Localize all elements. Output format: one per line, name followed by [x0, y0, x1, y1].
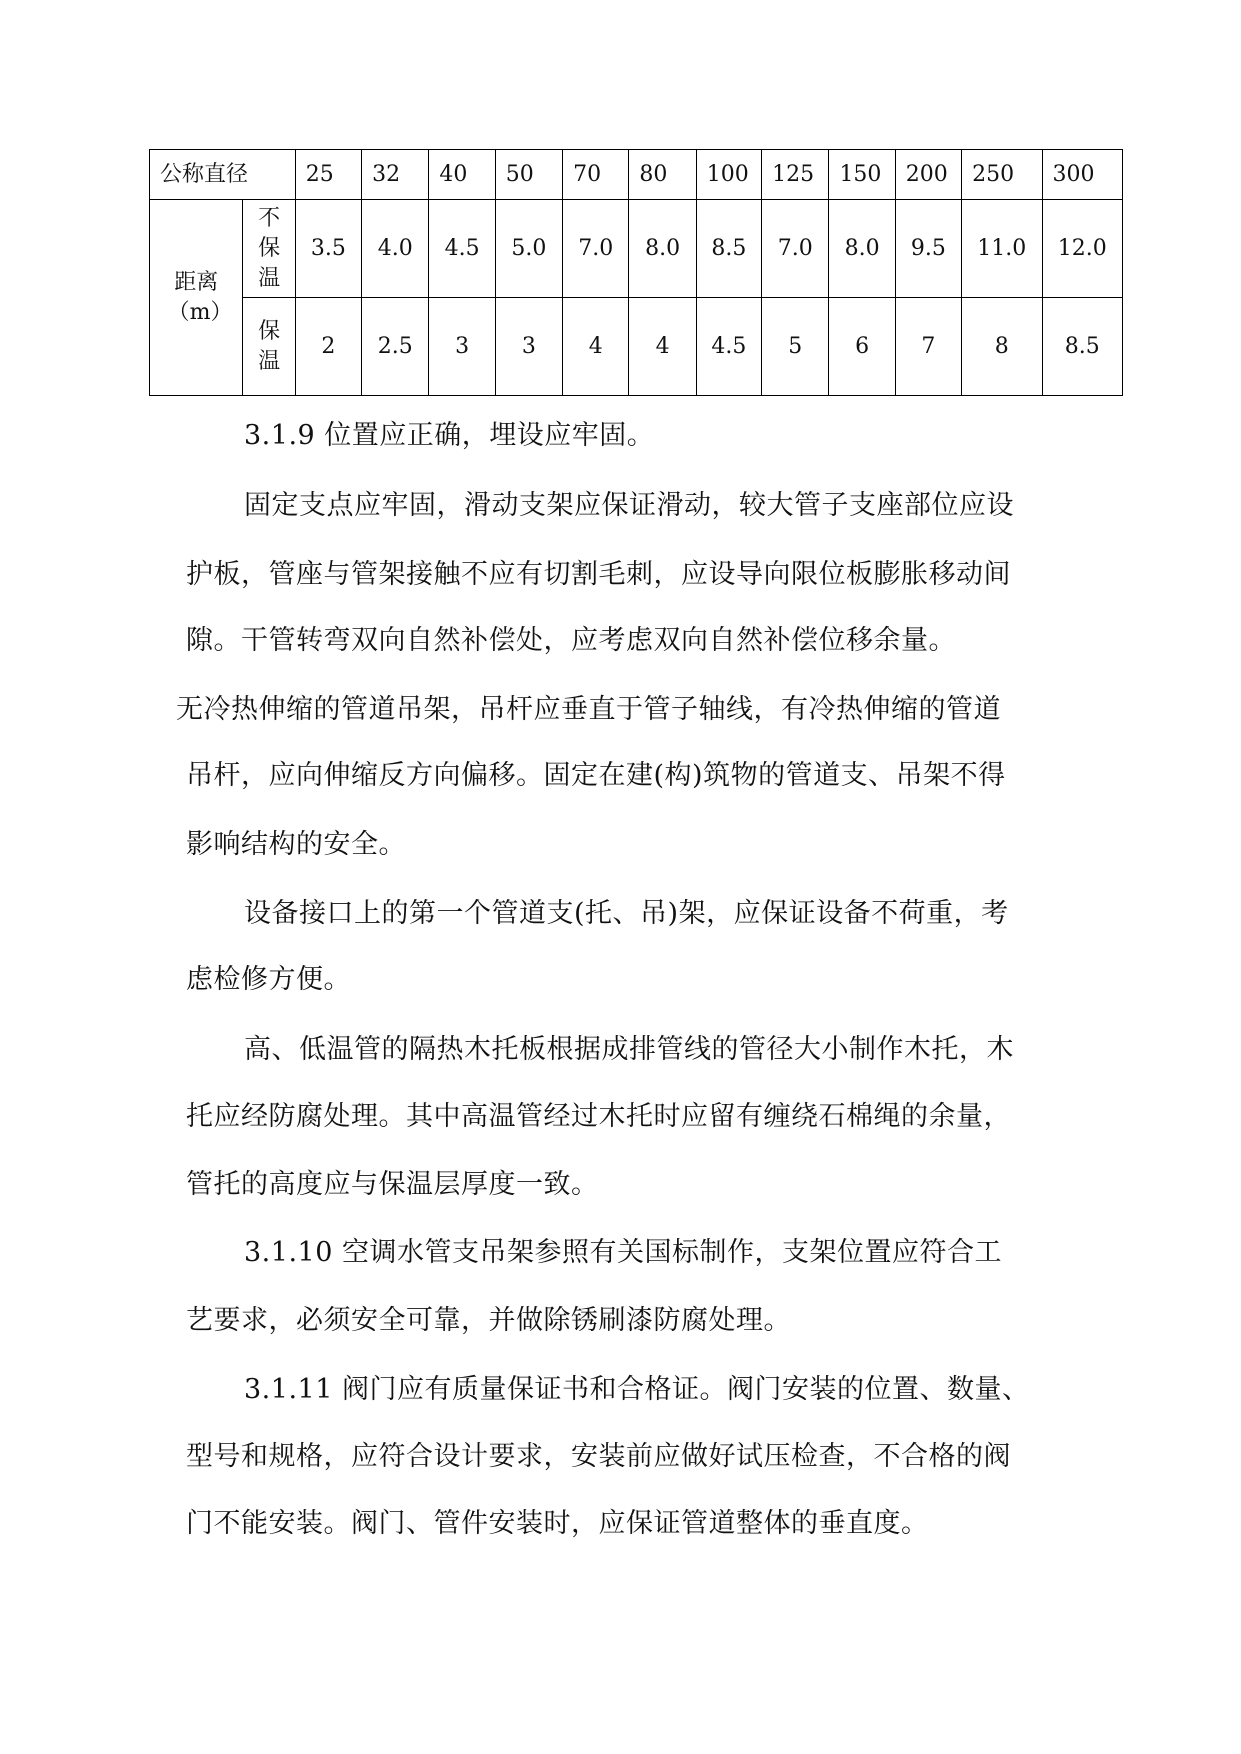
value-cell: 3.5: [295, 200, 361, 298]
body-line: 3.1.10 空调水管支吊架参照有关国标制作，支架位置应符合工: [244, 1237, 1002, 1268]
value-cell: 4.5: [696, 298, 761, 396]
row-group-label: 距离（m）: [167, 269, 233, 325]
value-cell: 5.0: [495, 200, 562, 298]
table-header-row: [150, 150, 1123, 200]
diameter-cell: 150: [829, 150, 895, 200]
value-cell: 3: [429, 298, 495, 396]
value-cell: 8.5: [1042, 298, 1123, 396]
diameter-cell: 50: [495, 150, 562, 200]
body-line: 管托的高度应与保温层厚度一致。: [186, 1169, 599, 1200]
value-cell: 12.0: [1042, 200, 1123, 298]
body-line: 3.1.11 阀门应有质量保证书和合格证。阀门安装的位置、数量、: [244, 1374, 1030, 1405]
value-cell: 6: [829, 298, 895, 396]
diameter-cell: 100: [696, 150, 761, 200]
row-label-cell: [243, 298, 295, 396]
body-line: 无冷热伸缩的管道吊架，吊杆应垂直于管子轴线，有冷热伸缩的管道: [176, 694, 1001, 725]
value-cell: 7.0: [762, 200, 829, 298]
value-cell: 4.5: [429, 200, 495, 298]
row-label: 不保温: [258, 205, 281, 291]
value-cell: 4: [563, 298, 629, 396]
body-line: 3.1.9 位置应正确，埋设应牢固。: [244, 420, 655, 451]
value-cell: 4: [629, 298, 696, 396]
diameter-cell: 25: [295, 150, 361, 200]
value-cell: 3: [495, 298, 562, 396]
body-line: 护板，管座与管架接触不应有切割毛刺，应设导向限位板膨胀移动间: [186, 559, 1011, 590]
diameter-cell: 32: [362, 150, 429, 200]
value-cell: 2: [295, 298, 361, 396]
body-line: 托应经防腐处理。其中高温管经过木托时应留有缠绕石棉绳的余量，: [186, 1101, 1011, 1132]
support-spacing-table: [149, 149, 1123, 396]
body-line: 设备接口上的第一个管道支(托、吊)架，应保证设备不荷重，考: [244, 898, 1009, 929]
value-cell: 8.0: [829, 200, 895, 298]
value-cell: 4.0: [362, 200, 429, 298]
body-line: 吊杆，应向伸缩反方向偏移。固定在建(构)筑物的管道支、吊架不得: [186, 760, 1006, 791]
table-row-insulated: [150, 298, 1123, 396]
body-line: 高、低温管的隔热木托板根据成排管线的管径大小制作木托，木: [244, 1034, 1014, 1065]
body-line: 型号和规格，应符合设计要求，安装前应做好试压检查，不合格的阀: [186, 1441, 1011, 1472]
body-line: 影响结构的安全。: [186, 829, 406, 860]
body-line: 隙。干管转弯双向自然补偿处，应考虑双向自然补偿位移余量。: [186, 625, 956, 656]
body-line: 艺要求，必须安全可靠，并做除锈刷漆防腐处理。: [186, 1305, 791, 1336]
value-cell: 5: [762, 298, 829, 396]
value-cell: 7: [895, 298, 961, 396]
diameter-cell: 300: [1042, 150, 1123, 200]
value-cell: 2.5: [362, 298, 429, 396]
table-row-uninsulated: [150, 200, 1123, 298]
diameter-cell: 250: [962, 150, 1042, 200]
row-group-label-cell: [150, 200, 243, 396]
diameter-cell: 40: [429, 150, 495, 200]
value-cell: 8.5: [696, 200, 761, 298]
value-cell: 8.0: [629, 200, 696, 298]
row-label: 保温: [258, 318, 281, 374]
diameter-cell: 200: [895, 150, 961, 200]
body-line: 虑检修方便。: [186, 964, 351, 995]
body-line: 门不能安装。阀门、管件安装时，应保证管道整体的垂直度。: [186, 1508, 929, 1539]
body-line: 固定支点应牢固，滑动支架应保证滑动，较大管子支座部位应设: [244, 490, 1014, 521]
value-cell: 9.5: [895, 200, 961, 298]
row-label-cell: [243, 200, 295, 298]
diameter-cell: 80: [629, 150, 696, 200]
diameter-cell: 70: [563, 150, 629, 200]
header-label-cell: 公称直径: [150, 150, 296, 200]
value-cell: 7.0: [563, 200, 629, 298]
diameter-cell: 125: [762, 150, 829, 200]
value-cell: 11.0: [962, 200, 1042, 298]
value-cell: 8: [962, 298, 1042, 396]
